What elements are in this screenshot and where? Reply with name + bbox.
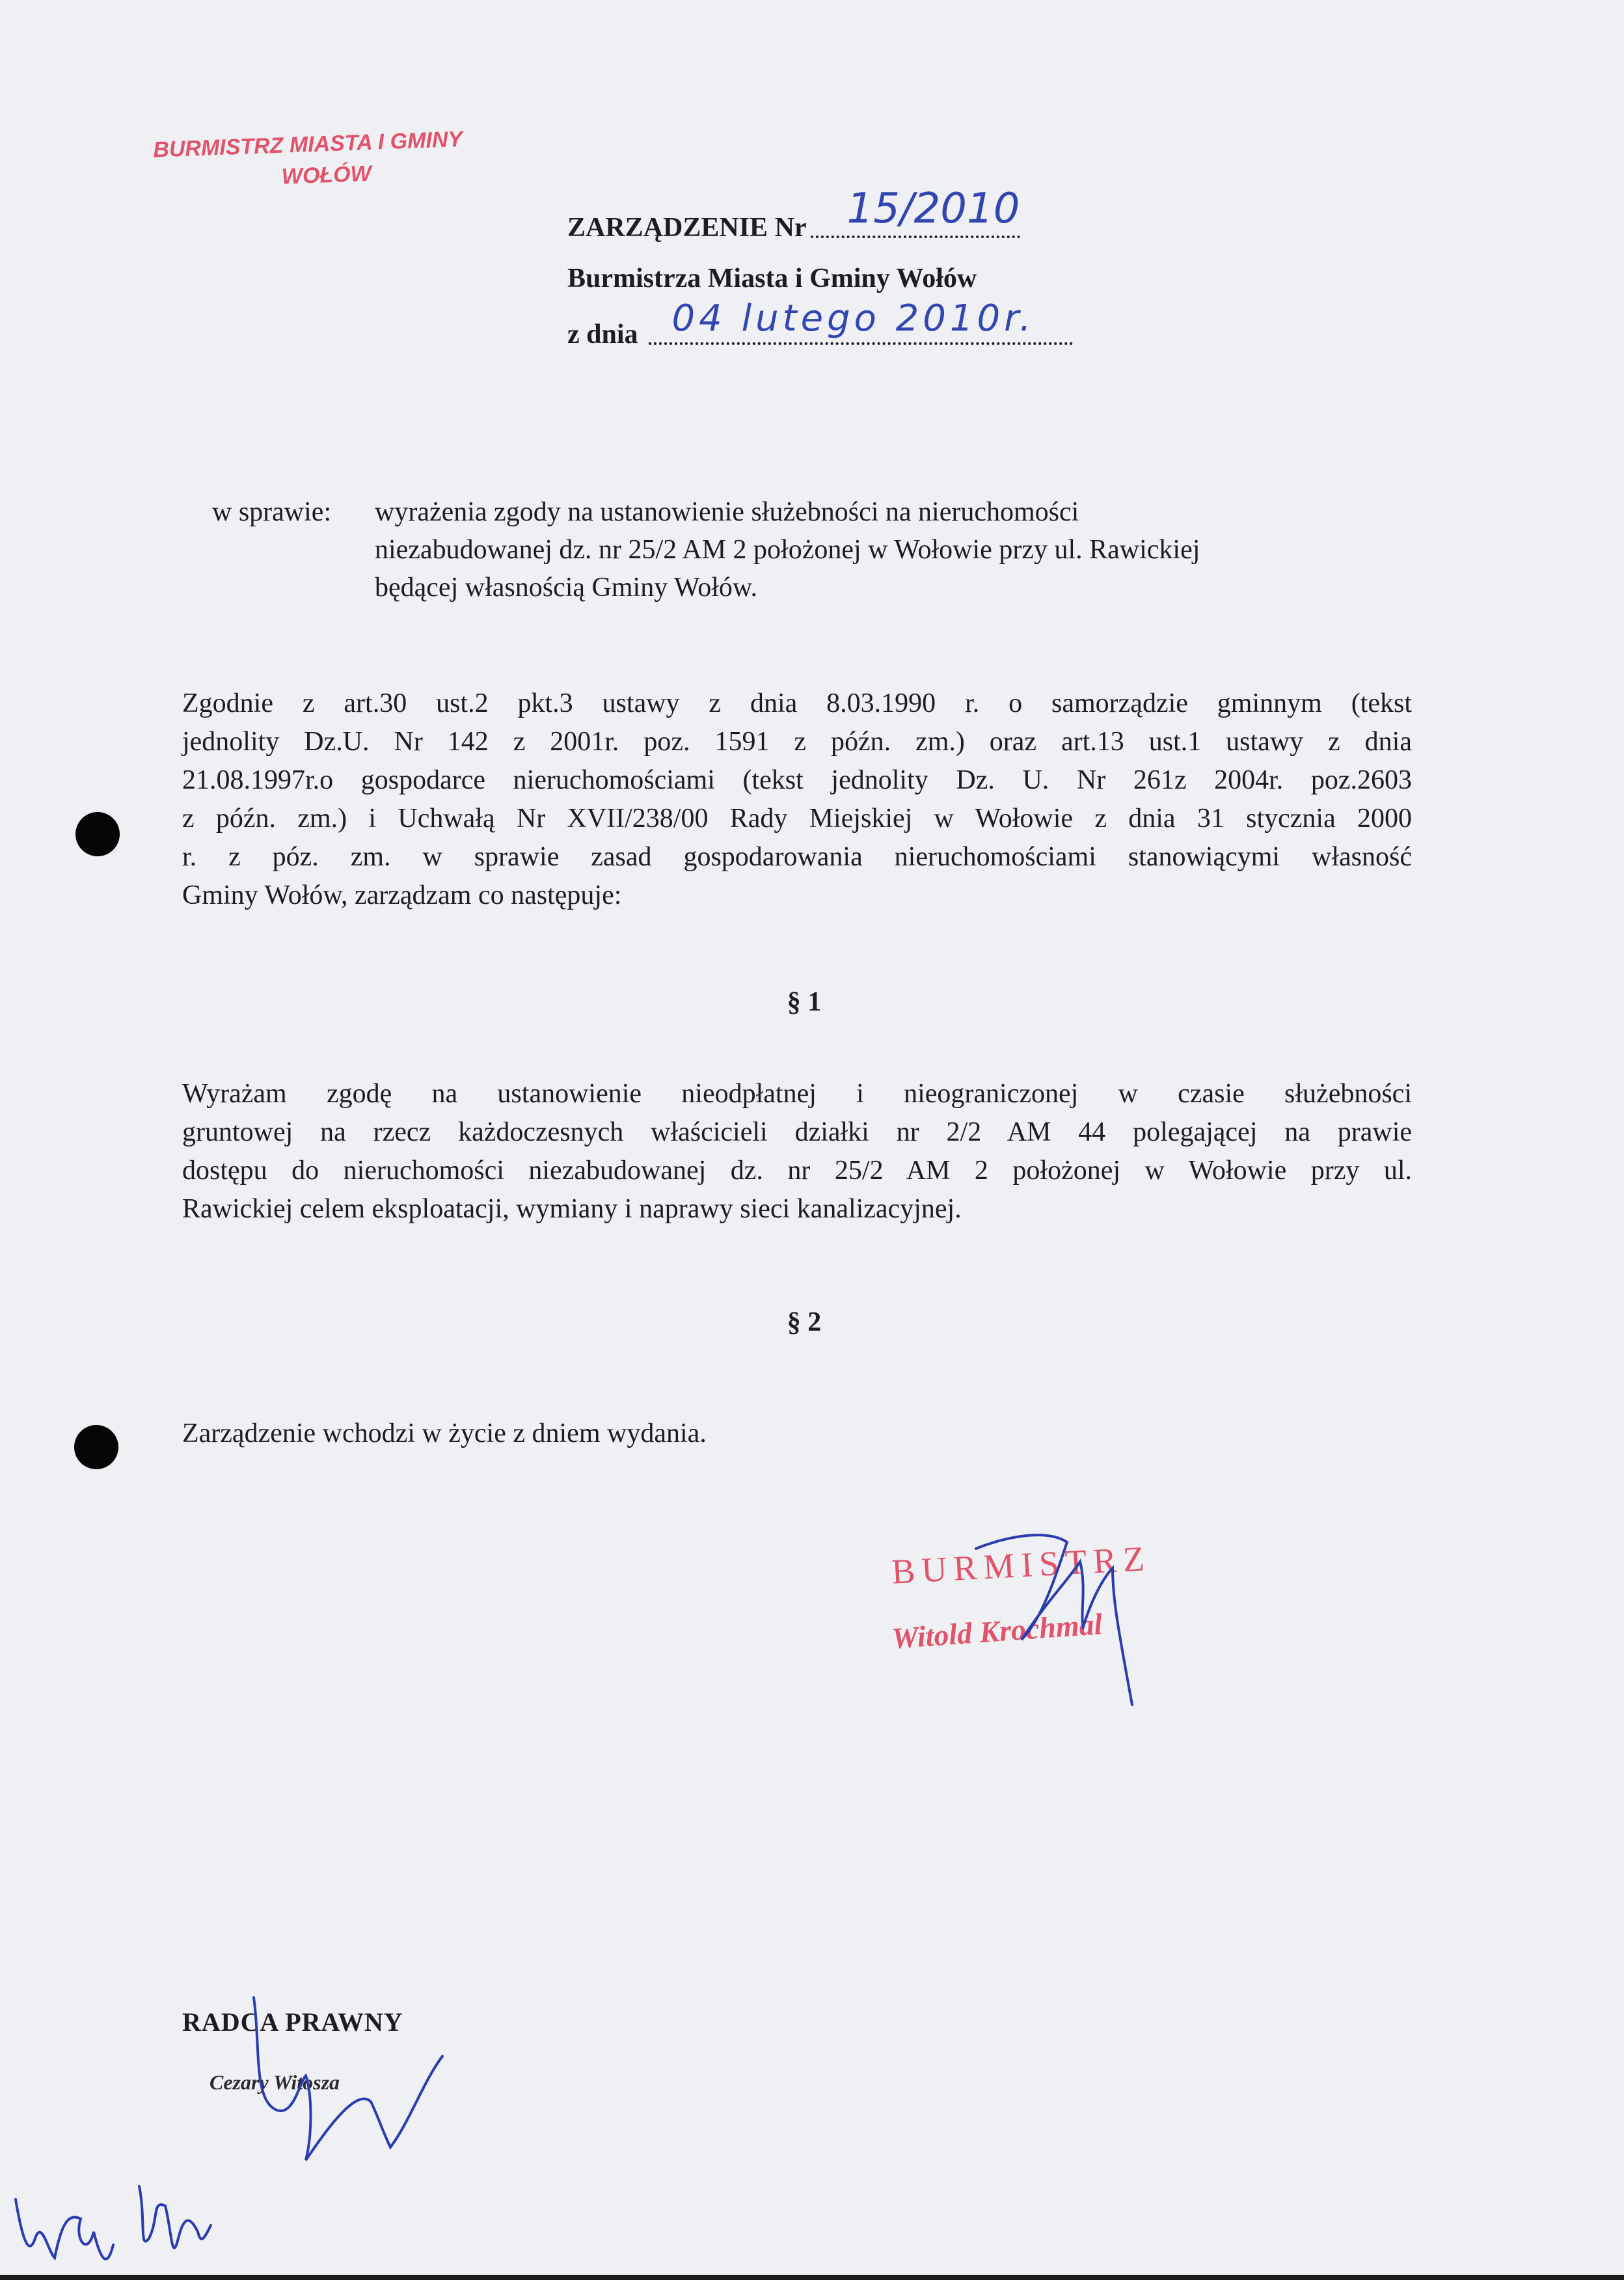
- number-field: [811, 185, 1020, 238]
- subject-line: wyrażenia zgody na ustanowienie służebności na nieruchomości: [375, 497, 1079, 527]
- section2-line: Zarządzenie wchodzi w życie z dniem wydania.: [182, 1418, 707, 1448]
- subject-line: będącej własnością Gminy Wołów.: [375, 573, 757, 603]
- subject-text: [375, 493, 1611, 606]
- punch-hole: [74, 1425, 118, 1469]
- section1-line: Wyrażam zgodę na ustanowienie nieodpłatnej i nieograniczonej w czasie służebności: [182, 1079, 1412, 1109]
- date-field: [649, 297, 1073, 345]
- section2-paragraph: [182, 1415, 1412, 1453]
- mayor-stamp-name: Witold Krochmal: [890, 1607, 1103, 1655]
- preamble-line: 21.08.1997r.o gospodarce nieruchomościami (tekst jednolity Dz. U. Nr 261z 2004r. poz.2603: [182, 765, 1412, 795]
- preamble-paragraph: [182, 685, 1412, 915]
- header-title-row: [567, 183, 1153, 243]
- section1-heading: § 1: [787, 987, 822, 1017]
- punch-hole: [75, 812, 120, 856]
- date-label: z dnia: [567, 319, 638, 349]
- preamble-line: r. z póz. zm. w sprawie zasad gospodarowania nieruchomościami stanowiącymi własność: [182, 842, 1412, 872]
- mayor-signature: [969, 1523, 1165, 1705]
- mayor-stamp-title: BURMISTRZ: [890, 1538, 1152, 1592]
- section2-heading: § 2: [787, 1307, 822, 1337]
- section1-line: dostępu do nieruchomości niezabudowanej dz. nr 25/2 AM 2 położonej w Wołowie przy ul.: [182, 1156, 1412, 1186]
- subject-line: niezabudowanej dz. nr 25/2 AM 2 położonej w Wołowie przy ul. Rawickiej: [375, 535, 1200, 565]
- office-stamp-top: [153, 121, 545, 197]
- section1-paragraph: [182, 1075, 1412, 1228]
- preamble-line: jednolity Dz.U. Nr 142 z 2001r. poz. 1591 z późn. zm.) oraz art.13 ust.1 ustawy z dnia: [182, 727, 1412, 757]
- issuer-row: [567, 243, 1153, 294]
- preamble-line: Zgodnie z art.30 ust.2 pkt.3 ustawy z dnia 8.03.1990 r. o samorządzie gminnym (tekst: [182, 688, 1412, 718]
- document-header: [567, 183, 1153, 350]
- handwritten-number: 15/2010: [846, 185, 1020, 233]
- date-row: [567, 294, 1153, 350]
- subject-label: w sprawie:: [212, 497, 332, 527]
- legal-advisor-title: RADCA PRAWNY: [182, 2007, 403, 2037]
- stamp-top-line2: WOŁÓW: [281, 161, 372, 189]
- section1-line: Rawickiej celem eksploatacji, wymiany i naprawy sieci kanalizacyjnej.: [182, 1194, 962, 1224]
- preamble-line: Gminy Wołów, zarządzam co następuje:: [182, 880, 622, 910]
- document-title: ZARZĄDZENIE Nr: [567, 213, 807, 243]
- issuer-name: Burmistrza Miasta i Gminy Wołów: [567, 264, 977, 293]
- handwritten-date: 04 lutego 2010r.: [671, 297, 1035, 340]
- stamp-top-line1: BURMISTRZ MIASTA I GMINY: [152, 126, 463, 163]
- scan-edge: [0, 2275, 1624, 2280]
- section1-line: gruntowej na rzecz każdoczesnych właścicieli działki nr 2/2 AM 44 polegającej na prawie: [182, 1117, 1412, 1147]
- handwritten-initials: [9, 2160, 217, 2277]
- legal-advisor-signature: [234, 1991, 442, 2173]
- legal-advisor-name: Cezary Witosza: [210, 2070, 340, 2094]
- preamble-line: z późn. zm.) i Uchwałą Nr XVII/238/00 Rady Miejskiej w Wołowie z dnia 31 stycznia 2000: [182, 804, 1412, 834]
